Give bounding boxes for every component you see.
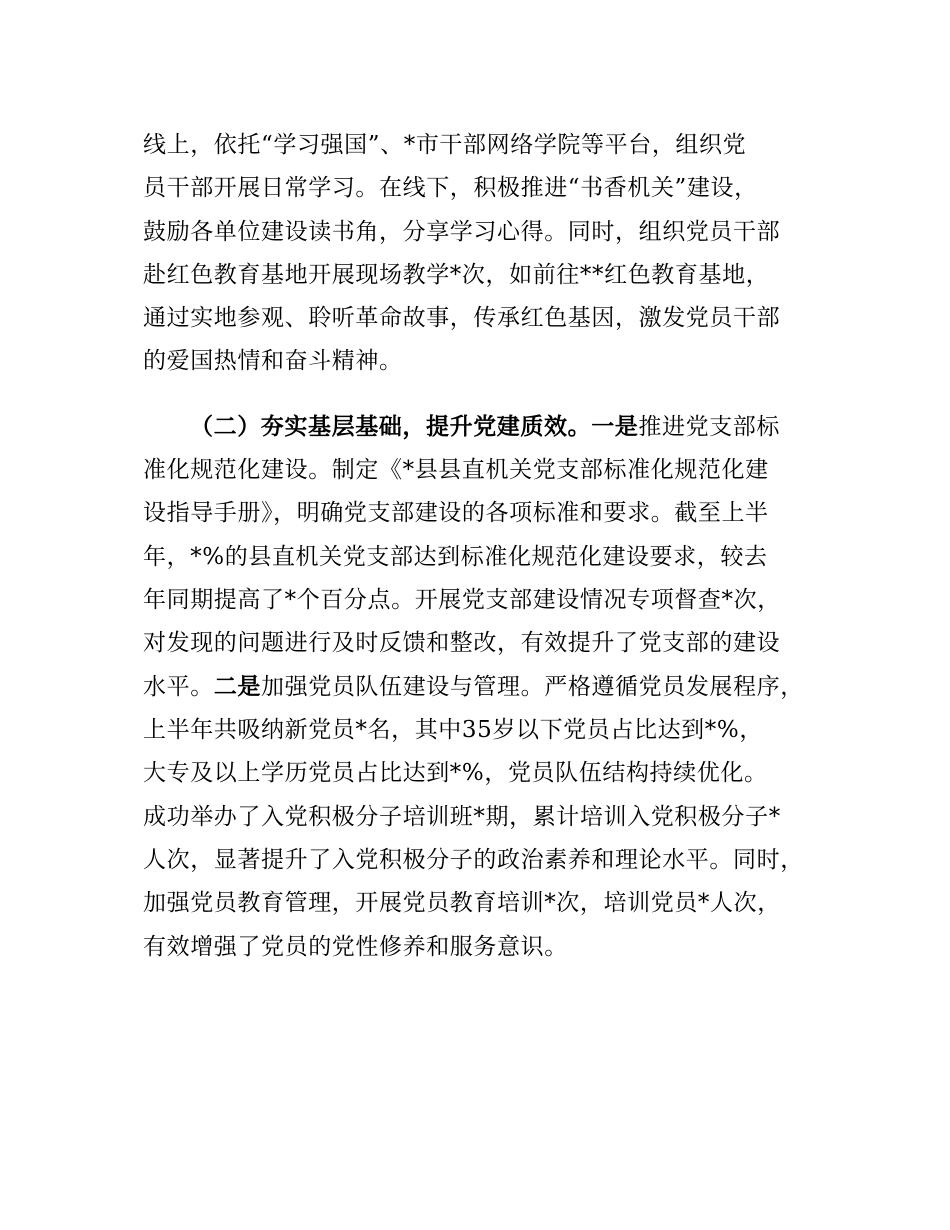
paragraph1-line-4: 赴红色教育基地开展现场教学*次，如前往**红色教育基地，	[143, 262, 770, 288]
paragraph2-line-7-text: 加强党员队伍建设与管理。严格遵循党员发展程序，	[261, 674, 804, 700]
paragraph2-line-11: 人次，显著提升了入党积极分子的政治素养和理论水平。同时，	[143, 847, 804, 873]
paragraph2-line-2: 准化规范化建设。制定《*县县直机关党支部标准化规范化建	[143, 457, 769, 483]
paragraph1-line-6: 的爱国热情和奋斗精神。	[143, 348, 403, 374]
paragraph2-line-7-start: 水平。	[143, 674, 214, 700]
paragraph2-line-3: 设指导手册》，明确党支部建设的各项标准和要求。截至上半	[143, 500, 769, 526]
paragraph1-line-2: 员干部开展日常学习。在线下，积极推进“书香机关”建设，	[143, 175, 758, 201]
section-heading: （二）夯实基层基础，提升党建质效。	[190, 413, 592, 440]
paragraph1-line-3: 鼓励各单位建设读书角，分享学习心得。同时，组织党员干部	[143, 219, 781, 245]
paragraph2-line-4: 年，*%的县直机关党支部达到标准化规范化建设要求，较去	[143, 544, 768, 570]
point-marker-1: 一是	[591, 413, 639, 440]
paragraph2-line-9: 大专及以上学历党员占比达到*%，党员队伍结构持续优化。	[143, 760, 768, 786]
paragraph1-line-1: 线上，依托“学习强国”、*市干部网络学院等平台，组织党	[143, 132, 747, 158]
point-marker-2: 二是	[213, 673, 262, 700]
paragraph2-line-7	[143, 667, 804, 707]
paragraph2-line-1-text: 推进党支部标	[638, 414, 781, 440]
paragraph1-line-5: 通过实地参观、聆听革命故事，传承红色基因，激发党员干部	[143, 305, 781, 331]
paragraph2-line-13: 有效增强了党员的党性修养和服务意识。	[143, 934, 568, 960]
paragraph2-line-6: 对发现的问题进行及时反馈和整改，有效提升了党支部的建设	[143, 630, 781, 656]
paragraph2-line-12: 加强党员教育管理，开展党员教育培训*次，培训党员*人次，	[143, 890, 781, 916]
paragraph2-line-8: 上半年共吸纳新党员*名，其中35岁以下党员占比达到*%，	[143, 717, 763, 743]
paragraph2-line-10: 成功举办了入党积极分子培训班*期，累计培训入党积极分子*	[143, 804, 781, 830]
paragraph2-line-5: 年同期提高了*个百分点。开展党支部建设情况专项督查*次，	[143, 587, 781, 613]
paragraph2-line-1	[190, 407, 780, 447]
